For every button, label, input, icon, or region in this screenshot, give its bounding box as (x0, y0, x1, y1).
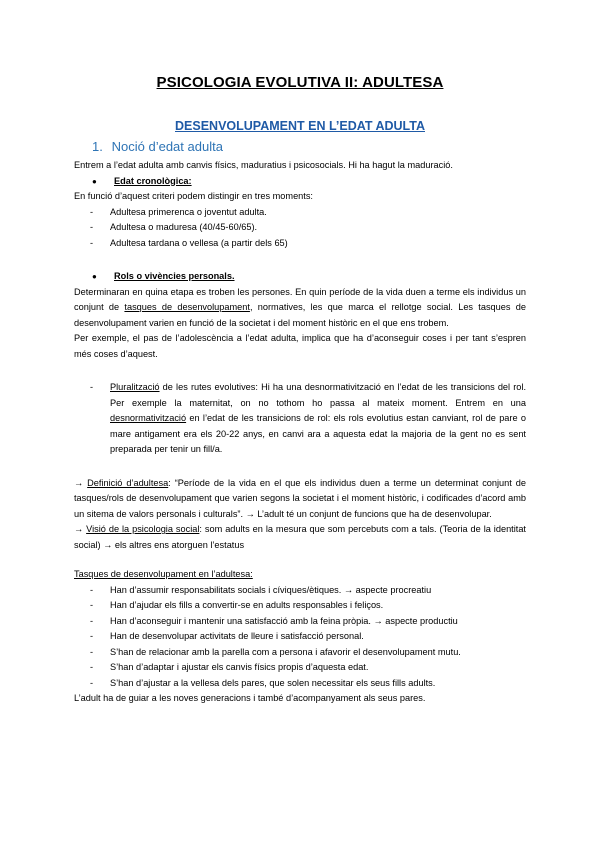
bullet-icon: ● (92, 272, 97, 281)
list-item: - Han d’aconseguir i mantenir una satisfacció amb la feina pròpia. → aspecte productiu (74, 614, 526, 630)
text: els altres ens atorguen l’estatus (112, 539, 245, 550)
rols-example-paragraph: Per exemple, el pas de l’adolescència a l’edat adulta, implica que ha d’aconseguir coses i per tant s’espren més coses d’aquest. (74, 333, 526, 359)
term-pluralitzacio: Pluralització (110, 382, 160, 392)
arrow-icon: → (245, 508, 255, 519)
list-item: - Han d’ajudar els fills a convertir-se en adults responsables i feliços. (74, 598, 526, 614)
arrow-icon: → (103, 539, 113, 550)
text: L’adult té un conjunt de funcions que ha de desenvolupar. (254, 508, 492, 519)
bullet-icon: ● (92, 176, 97, 186)
arrow-icon: → (74, 477, 84, 488)
rols-paragraph (74, 285, 526, 332)
subsection-number: 1. (92, 139, 103, 154)
subsection-heading (92, 139, 526, 154)
list-item: - S’han d’ajustar a la vellesa dels pares, que solen necessitar els seus fills adults. (74, 676, 526, 692)
intro-paragraph: Entrem a l’edat adulta amb canvis físics, maduratius i psicosocials. Hi ha hagut la maduració. (74, 160, 453, 170)
tasques-heading: Tasques de desenvolupament en l’adultesa: (74, 569, 253, 579)
tasques-list (74, 583, 526, 692)
bullet-heading: Edat cronològica: (114, 175, 192, 186)
list-item: - Han de desenvolupar activitats de lleure i satisfacció personal. (74, 629, 526, 645)
definicio-paragraph (74, 476, 526, 523)
text: de les rutes evolutives: Hi ha una desnormativització en l’edat de les transicions del rol. Per exemple la maternitat, on no tothom ho passa al mateix moment. Entrem en una (110, 382, 526, 408)
edat-lead: En funció d’aquest criteri podem distingir en tres moments: (74, 191, 313, 201)
bullet-heading: Rols o vivències personals. (114, 271, 235, 281)
text: en l’edat de les transicions de rol: els rols evolutius estan canviant, rol de pare o mare antigament era els 20-22 anys, en canvi ara a aquesta edat la majoria de la gent no es sent preparada per tenir un fill/a. (110, 413, 526, 454)
list-item: - Adultesa o maduresa (40/45-60/65). (74, 220, 526, 236)
arrow-icon: → (74, 524, 84, 534)
list-item: - Adultesa primerenca o joventut adulta. (74, 205, 526, 221)
term-definicio: Definició d’adultesa (87, 477, 169, 488)
term-tasques: tasques de desenvolupament (124, 302, 250, 312)
list-item: - S’han d’adaptar i ajustar els canvis físics propis d’aquesta edat. (74, 660, 526, 676)
tasques-closing: L’adult ha de guiar a les noves generacions i també d’acompanyament als seus pares. (74, 693, 426, 703)
subsection-title: Noció d’edat adulta (111, 139, 223, 154)
text: : “Període de la vida en el que els individus duen a terme un determinat conjunt de tasques/rols de desenvolupament que varien segons la societat i el moment històric, i codificades d’acord amb un sitema de valors personals i culturals”. (74, 477, 526, 519)
list-item: - Adultesa tardana o vellesa (a partir dels 65) (74, 236, 526, 252)
text: Determinaran en quina etapa es troben les persones. En quin període de la vida duen a terme els individus un conjunt de (74, 286, 526, 312)
term-desnormativitzacio: desnormativització (110, 413, 187, 423)
bullet-rols (92, 269, 526, 285)
document-title: PSICOLOGIA EVOLUTIVA II: ADULTESA (156, 74, 444, 91)
list-item: - S’han de relacionar amb la parella com a persona i afavorir el desenvolupament mutu. (74, 645, 526, 661)
text: , normatives, les que marca el rellotge social. Les tasques de desenvolupament varien en funció de la societat i del moment històric en el que ens trobem. (74, 302, 526, 328)
term-visio: Visió de la psicologia social (86, 524, 200, 534)
list-item: - Han d’assumir responsabilitats socials i cíviques/ètiques. → aspecte procreatiu (74, 583, 526, 599)
pluralitzacio-item (74, 380, 526, 458)
bullet-edat-cronologica (92, 174, 526, 190)
visio-paragraph (74, 522, 526, 553)
text: : som adults en la mesura que som percebuts com a tals. (Teoria de la identitat social) (74, 524, 526, 550)
edat-list (74, 205, 526, 252)
section-title: DESENVOLUPAMENT EN L’EDAT ADULTA (175, 119, 425, 133)
